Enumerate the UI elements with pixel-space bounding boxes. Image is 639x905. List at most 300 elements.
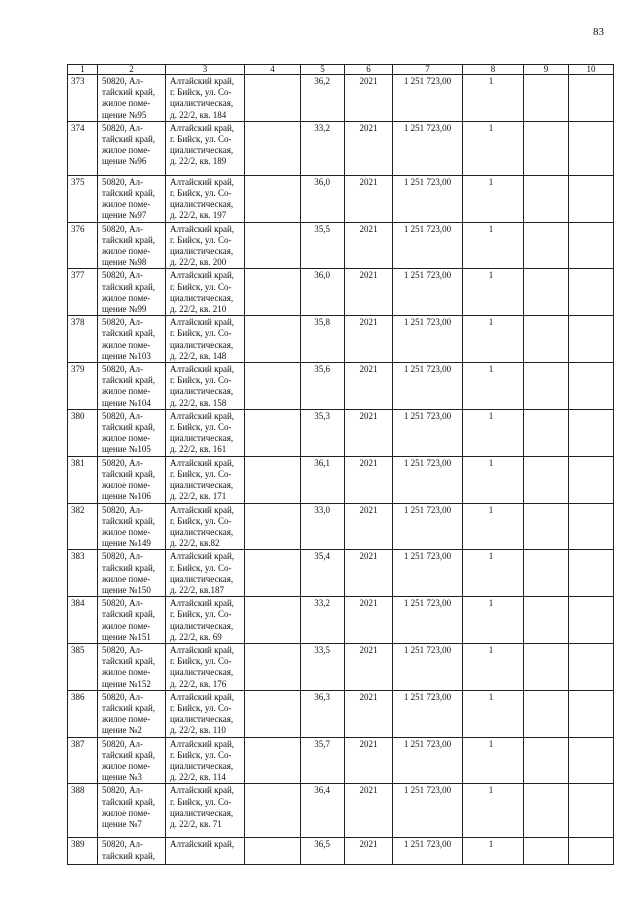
empty-cell-col9 bbox=[524, 643, 569, 690]
object-name-line: 50820, Ал- bbox=[102, 504, 143, 515]
cost-cell: 1 251 723,00 bbox=[393, 643, 463, 690]
object-name-cell bbox=[98, 784, 166, 838]
area-cell: 36,2 bbox=[301, 75, 345, 122]
object-name-line: тайский край, bbox=[102, 281, 156, 292]
area-cell: 35,5 bbox=[301, 222, 345, 269]
object-name-line: щение №97 bbox=[102, 210, 147, 221]
quantity-cell: 1 bbox=[463, 503, 524, 550]
address-line: г. Бийск, ул. Со- bbox=[170, 234, 232, 245]
empty-cell-col9 bbox=[524, 222, 569, 269]
address-line: г. Бийск, ул. Со- bbox=[170, 422, 232, 433]
cost-cell: 1 251 723,00 bbox=[393, 121, 463, 175]
object-name-line: щение №105 bbox=[102, 444, 151, 455]
object-name-line: 50820, Ал- bbox=[102, 176, 143, 187]
row-number-cell: 380 bbox=[68, 409, 98, 456]
address-line: г. Бийск, ул. Со- bbox=[170, 328, 232, 339]
object-name-line: тайский край, bbox=[102, 328, 156, 339]
area-cell: 33,0 bbox=[301, 503, 345, 550]
object-name-line: жилое поме- bbox=[102, 145, 151, 156]
address-line: г. Бийск, ул. Со- bbox=[170, 375, 232, 386]
address-line: д. 22/2, кв. 114 bbox=[170, 772, 226, 783]
table-row bbox=[68, 75, 614, 122]
empty-cell-col4 bbox=[245, 690, 301, 737]
table-row bbox=[68, 269, 614, 316]
address-line: д. 22/2, кв. 176 bbox=[170, 678, 227, 689]
address-line: циалистическая, bbox=[170, 714, 234, 725]
address-line: циалистическая, bbox=[170, 145, 234, 156]
empty-cell-col10 bbox=[569, 363, 614, 410]
empty-cell-col4 bbox=[245, 456, 301, 503]
cost-cell: 1 251 723,00 bbox=[393, 269, 463, 316]
cost-cell: 1 251 723,00 bbox=[393, 737, 463, 784]
object-name-line: 50820, Ал- bbox=[102, 270, 143, 281]
empty-cell-col4 bbox=[245, 222, 301, 269]
header-row bbox=[68, 65, 614, 75]
area-cell: 36,0 bbox=[301, 175, 345, 222]
object-name-line: 50820, Ал- bbox=[102, 223, 143, 234]
address-cell bbox=[166, 75, 245, 122]
table-row bbox=[68, 690, 614, 737]
column-header: 4 bbox=[245, 65, 301, 75]
object-name-cell bbox=[98, 409, 166, 456]
object-name-line: щение №98 bbox=[102, 257, 147, 268]
quantity-cell: 1 bbox=[463, 75, 524, 122]
object-name-line: тайский край, bbox=[102, 375, 156, 386]
address-line: г. Бийск, ул. Со- bbox=[170, 87, 232, 98]
address-line: циалистическая, bbox=[170, 573, 234, 584]
object-name-line: жилое поме- bbox=[102, 714, 151, 725]
table-row bbox=[68, 737, 614, 784]
object-name-cell bbox=[98, 550, 166, 597]
object-name-line: щение №7 bbox=[102, 818, 142, 829]
object-name-line: 50820, Ал- bbox=[102, 410, 143, 421]
empty-cell-col4 bbox=[245, 784, 301, 838]
empty-cell-col4 bbox=[245, 316, 301, 363]
address-line: г. Бийск, ул. Со- bbox=[170, 515, 232, 526]
column-header: 10 bbox=[569, 65, 614, 75]
address-line: циалистическая, bbox=[170, 807, 234, 818]
address-line: г. Бийск, ул. Со- bbox=[170, 609, 232, 620]
object-name-line: жилое поме- bbox=[102, 480, 151, 491]
year-cell: 2021 bbox=[345, 690, 393, 737]
empty-cell-col4 bbox=[245, 643, 301, 690]
cost-cell: 1 251 723,00 bbox=[393, 75, 463, 122]
column-header: 9 bbox=[524, 65, 569, 75]
object-name-line: 50820, Ал- bbox=[102, 785, 143, 796]
address-line: г. Бийск, ул. Со- bbox=[170, 468, 232, 479]
address-line: циалистическая, bbox=[170, 620, 234, 631]
address-line: Алтайский край, bbox=[170, 76, 235, 86]
address-line: д. 22/2, кв. 210 bbox=[170, 304, 227, 315]
address-cell bbox=[166, 784, 245, 838]
address-line: г. Бийск, ул. Со- bbox=[170, 281, 232, 292]
object-name-line: жилое поме- bbox=[102, 199, 151, 210]
table-body bbox=[68, 75, 614, 865]
empty-cell-col9 bbox=[524, 690, 569, 737]
area-cell: 36,1 bbox=[301, 456, 345, 503]
object-name-line: щение №103 bbox=[102, 350, 151, 361]
empty-cell-col4 bbox=[245, 75, 301, 122]
empty-cell-col10 bbox=[569, 838, 614, 865]
area-cell: 35,6 bbox=[301, 363, 345, 410]
address-line: Алтайский край, bbox=[170, 504, 235, 515]
empty-cell-col9 bbox=[524, 456, 569, 503]
address-line: циалистическая, bbox=[170, 98, 234, 109]
object-name-line: 50820, Ал- bbox=[102, 598, 143, 609]
cost-cell: 1 251 723,00 bbox=[393, 690, 463, 737]
empty-cell-col9 bbox=[524, 597, 569, 644]
object-name-line: жилое поме- bbox=[102, 573, 151, 584]
quantity-cell: 1 bbox=[463, 316, 524, 363]
area-cell: 35,7 bbox=[301, 737, 345, 784]
empty-cell-col4 bbox=[245, 363, 301, 410]
cost-cell: 1 251 723,00 bbox=[393, 550, 463, 597]
object-name-line: жилое поме- bbox=[102, 807, 151, 818]
address-line: д. 22/2, кв. 110 bbox=[170, 725, 226, 736]
object-name-line: жилое поме- bbox=[102, 526, 151, 537]
empty-cell-col4 bbox=[245, 550, 301, 597]
object-name-line: тайский край, bbox=[102, 234, 156, 245]
year-cell: 2021 bbox=[345, 75, 393, 122]
cost-cell: 1 251 723,00 bbox=[393, 175, 463, 222]
registry-table bbox=[67, 64, 614, 865]
object-name-cell bbox=[98, 269, 166, 316]
address-cell bbox=[166, 838, 245, 865]
area-cell: 33,2 bbox=[301, 121, 345, 175]
address-line: циалистическая, bbox=[170, 339, 234, 350]
object-name-cell bbox=[98, 175, 166, 222]
address-line: Алтайский край, bbox=[170, 598, 235, 609]
quantity-cell: 1 bbox=[463, 784, 524, 838]
object-name-cell bbox=[98, 597, 166, 644]
area-cell: 36,5 bbox=[301, 838, 345, 865]
object-name-line: жилое поме- bbox=[102, 292, 151, 303]
address-line: д. 22/2, кв. 200 bbox=[170, 257, 227, 268]
address-line: Алтайский край, bbox=[170, 176, 235, 187]
quantity-cell: 1 bbox=[463, 838, 524, 865]
object-name-line: тайский край, bbox=[102, 850, 156, 861]
table-row bbox=[68, 409, 614, 456]
empty-cell-col10 bbox=[569, 550, 614, 597]
year-cell: 2021 bbox=[345, 269, 393, 316]
table-row bbox=[68, 838, 614, 865]
column-header: 1 bbox=[68, 65, 98, 75]
cost-cell: 1 251 723,00 bbox=[393, 316, 463, 363]
address-line: Алтайский край, bbox=[170, 122, 235, 133]
address-line: Алтайский край, bbox=[170, 270, 235, 281]
empty-cell-col4 bbox=[245, 409, 301, 456]
quantity-cell: 1 bbox=[463, 643, 524, 690]
column-header: 2 bbox=[98, 65, 166, 75]
empty-cell-col10 bbox=[569, 316, 614, 363]
column-header: 3 bbox=[166, 65, 245, 75]
cost-cell: 1 251 723,00 bbox=[393, 222, 463, 269]
address-cell bbox=[166, 550, 245, 597]
year-cell: 2021 bbox=[345, 643, 393, 690]
address-line: д. 22/2, кв. 158 bbox=[170, 397, 227, 408]
object-name-line: жилое поме- bbox=[102, 246, 151, 257]
object-name-cell bbox=[98, 690, 166, 737]
address-line: д. 22/2, кв. 161 bbox=[170, 444, 227, 455]
address-cell bbox=[166, 503, 245, 550]
object-name-line: щение №150 bbox=[102, 584, 151, 595]
table-row bbox=[68, 222, 614, 269]
year-cell: 2021 bbox=[345, 409, 393, 456]
address-line: Алтайский край, bbox=[170, 738, 235, 749]
area-cell: 35,3 bbox=[301, 409, 345, 456]
row-number-cell: 387 bbox=[68, 737, 98, 784]
object-name-cell bbox=[98, 503, 166, 550]
address-cell bbox=[166, 222, 245, 269]
year-cell: 2021 bbox=[345, 784, 393, 838]
quantity-cell: 1 bbox=[463, 409, 524, 456]
row-number-cell: 374 bbox=[68, 121, 98, 175]
empty-cell-col10 bbox=[569, 643, 614, 690]
object-name-line: тайский край, bbox=[102, 702, 156, 713]
address-cell bbox=[166, 409, 245, 456]
row-number-cell: 382 bbox=[68, 503, 98, 550]
object-name-line: щение №2 bbox=[102, 725, 142, 736]
empty-cell-col10 bbox=[569, 737, 614, 784]
area-cell: 36,4 bbox=[301, 784, 345, 838]
address-line: Алтайский край, bbox=[170, 839, 235, 850]
year-cell: 2021 bbox=[345, 222, 393, 269]
object-name-line: щение №96 bbox=[102, 156, 147, 167]
row-number-cell: 385 bbox=[68, 643, 98, 690]
object-name-line: тайский край, bbox=[102, 609, 156, 620]
object-name-line: жилое поме- bbox=[102, 620, 151, 631]
object-name-line: щение №149 bbox=[102, 538, 151, 549]
object-name-line: щение №95 bbox=[102, 109, 147, 120]
year-cell: 2021 bbox=[345, 316, 393, 363]
empty-cell-col10 bbox=[569, 690, 614, 737]
object-name-line: жилое поме- bbox=[102, 339, 151, 350]
object-name-line: тайский край, bbox=[102, 562, 156, 573]
row-number-cell: 376 bbox=[68, 222, 98, 269]
address-line: циалистическая, bbox=[170, 433, 234, 444]
object-name-line: тайский край, bbox=[102, 188, 156, 199]
address-line: д. 22/2, кв. 71 bbox=[170, 818, 222, 829]
column-header: 5 bbox=[301, 65, 345, 75]
row-number-cell: 375 bbox=[68, 175, 98, 222]
address-line: г. Бийск, ул. Со- bbox=[170, 749, 232, 760]
address-line: Алтайский край, bbox=[170, 691, 235, 702]
address-line: Алтайский край, bbox=[170, 457, 235, 468]
year-cell: 2021 bbox=[345, 597, 393, 644]
year-cell: 2021 bbox=[345, 363, 393, 410]
object-name-cell bbox=[98, 737, 166, 784]
quantity-cell: 1 bbox=[463, 550, 524, 597]
area-cell: 33,5 bbox=[301, 643, 345, 690]
object-name-line: 50820, Ал- bbox=[102, 644, 143, 655]
empty-cell-col9 bbox=[524, 737, 569, 784]
address-cell bbox=[166, 690, 245, 737]
object-name-line: 50820, Ал- bbox=[102, 457, 143, 468]
year-cell: 2021 bbox=[345, 121, 393, 175]
empty-cell-col4 bbox=[245, 269, 301, 316]
year-cell: 2021 bbox=[345, 737, 393, 784]
table-row bbox=[68, 784, 614, 838]
table-row bbox=[68, 316, 614, 363]
address-line: д. 22/2, кв. 189 bbox=[170, 156, 227, 167]
address-cell bbox=[166, 316, 245, 363]
address-line: Алтайский край, bbox=[170, 223, 235, 234]
object-name-line: тайский край, bbox=[102, 796, 156, 807]
table-row bbox=[68, 363, 614, 410]
year-cell: 2021 bbox=[345, 175, 393, 222]
area-cell: 35,4 bbox=[301, 550, 345, 597]
object-name-line: 50820, Ал- bbox=[102, 691, 143, 702]
empty-cell-col10 bbox=[569, 175, 614, 222]
year-cell: 2021 bbox=[345, 550, 393, 597]
address-line: циалистическая, bbox=[170, 246, 234, 257]
quantity-cell: 1 bbox=[463, 269, 524, 316]
address-line: д. 22/2, кв.187 bbox=[170, 584, 224, 595]
empty-cell-col4 bbox=[245, 503, 301, 550]
object-name-line: 50820, Ал- bbox=[102, 839, 143, 850]
object-name-cell bbox=[98, 121, 166, 175]
column-header: 8 bbox=[463, 65, 524, 75]
empty-cell-col9 bbox=[524, 550, 569, 597]
object-name-line: тайский край, bbox=[102, 468, 156, 479]
row-number-cell: 384 bbox=[68, 597, 98, 644]
empty-cell-col10 bbox=[569, 784, 614, 838]
year-cell: 2021 bbox=[345, 838, 393, 865]
address-line: г. Бийск, ул. Со- bbox=[170, 562, 232, 573]
object-name-line: щение №152 bbox=[102, 678, 151, 689]
object-name-line: 50820, Ал- bbox=[102, 122, 143, 133]
address-line: д. 22/2, кв. 69 bbox=[170, 631, 222, 642]
empty-cell-col9 bbox=[524, 363, 569, 410]
object-name-line: 50820, Ал- bbox=[102, 317, 143, 328]
object-name-line: щение №106 bbox=[102, 491, 151, 502]
address-line: Алтайский край, bbox=[170, 785, 235, 796]
address-line: д. 22/2, кв. 171 bbox=[170, 491, 227, 502]
cost-cell: 1 251 723,00 bbox=[393, 409, 463, 456]
cost-cell: 1 251 723,00 bbox=[393, 597, 463, 644]
empty-cell-col10 bbox=[569, 503, 614, 550]
empty-cell-col9 bbox=[524, 838, 569, 865]
empty-cell-col9 bbox=[524, 269, 569, 316]
object-name-line: тайский край, bbox=[102, 749, 156, 760]
quantity-cell: 1 bbox=[463, 597, 524, 644]
address-cell bbox=[166, 643, 245, 690]
empty-cell-col4 bbox=[245, 838, 301, 865]
object-name-line: щение №151 bbox=[102, 631, 151, 642]
address-line: Алтайский край, bbox=[170, 364, 235, 375]
empty-cell-col4 bbox=[245, 737, 301, 784]
object-name-cell bbox=[98, 838, 166, 865]
object-name-line: жилое поме- bbox=[102, 667, 151, 678]
area-cell: 36,0 bbox=[301, 269, 345, 316]
cost-cell: 1 251 723,00 bbox=[393, 503, 463, 550]
empty-cell-col9 bbox=[524, 175, 569, 222]
column-header: 6 bbox=[345, 65, 393, 75]
row-number-cell: 377 bbox=[68, 269, 98, 316]
empty-cell-col4 bbox=[245, 121, 301, 175]
object-name-cell bbox=[98, 363, 166, 410]
address-line: д. 22/2, кв. 197 bbox=[170, 210, 227, 221]
address-line: г. Бийск, ул. Со- bbox=[170, 134, 232, 145]
address-line: д. 22/2, кв. 148 bbox=[170, 350, 227, 361]
address-line: д. 22/2, кв.82 bbox=[170, 538, 220, 549]
year-cell: 2021 bbox=[345, 503, 393, 550]
address-line: циалистическая, bbox=[170, 386, 234, 397]
object-name-cell bbox=[98, 456, 166, 503]
page-number: 83 bbox=[593, 26, 604, 38]
empty-cell-col9 bbox=[524, 316, 569, 363]
row-number-cell: 388 bbox=[68, 784, 98, 838]
column-header: 7 bbox=[393, 65, 463, 75]
address-line: циалистическая, bbox=[170, 199, 234, 210]
address-cell bbox=[166, 175, 245, 222]
empty-cell-col10 bbox=[569, 597, 614, 644]
empty-cell-col9 bbox=[524, 75, 569, 122]
row-number-cell: 383 bbox=[68, 550, 98, 597]
address-line: циалистическая, bbox=[170, 480, 234, 491]
cost-cell: 1 251 723,00 bbox=[393, 784, 463, 838]
object-name-line: щение №104 bbox=[102, 397, 151, 408]
empty-cell-col9 bbox=[524, 784, 569, 838]
address-line: циалистическая, bbox=[170, 526, 234, 537]
area-cell: 36,3 bbox=[301, 690, 345, 737]
empty-cell-col10 bbox=[569, 121, 614, 175]
empty-cell-col4 bbox=[245, 597, 301, 644]
row-number-cell: 389 bbox=[68, 838, 98, 865]
address-line: циалистическая, bbox=[170, 292, 234, 303]
quantity-cell: 1 bbox=[463, 690, 524, 737]
object-name-line: 50820, Ал- bbox=[102, 551, 143, 562]
address-cell bbox=[166, 269, 245, 316]
object-name-line: 50820, Ал- bbox=[102, 364, 143, 375]
table-row bbox=[68, 550, 614, 597]
quantity-cell: 1 bbox=[463, 456, 524, 503]
row-number-cell: 379 bbox=[68, 363, 98, 410]
address-line: г. Бийск, ул. Со- bbox=[170, 796, 232, 807]
row-number-cell: 373 bbox=[68, 75, 98, 122]
address-line: Алтайский край, bbox=[170, 317, 235, 328]
object-name-cell bbox=[98, 222, 166, 269]
empty-cell-col10 bbox=[569, 75, 614, 122]
quantity-cell: 1 bbox=[463, 175, 524, 222]
object-name-line: жилое поме- bbox=[102, 760, 151, 771]
address-line: циалистическая, bbox=[170, 760, 234, 771]
object-name-line: щение №3 bbox=[102, 772, 142, 783]
table-row bbox=[68, 643, 614, 690]
object-name-line: 50820, Ал- bbox=[102, 76, 143, 86]
year-cell: 2021 bbox=[345, 456, 393, 503]
table-row bbox=[68, 121, 614, 175]
address-line: циалистическая, bbox=[170, 667, 234, 678]
empty-cell-col9 bbox=[524, 503, 569, 550]
empty-cell-col9 bbox=[524, 121, 569, 175]
address-line: г. Бийск, ул. Со- bbox=[170, 188, 232, 199]
empty-cell-col10 bbox=[569, 269, 614, 316]
address-cell bbox=[166, 363, 245, 410]
object-name-line: жилое поме- bbox=[102, 433, 151, 444]
cost-cell: 1 251 723,00 bbox=[393, 456, 463, 503]
empty-cell-col4 bbox=[245, 175, 301, 222]
address-cell bbox=[166, 456, 245, 503]
object-name-line: щение №99 bbox=[102, 304, 147, 315]
address-line: Алтайский край, bbox=[170, 410, 235, 421]
address-line: Алтайский край, bbox=[170, 551, 235, 562]
cost-cell: 1 251 723,00 bbox=[393, 363, 463, 410]
quantity-cell: 1 bbox=[463, 737, 524, 784]
address-line: г. Бийск, ул. Со- bbox=[170, 702, 232, 713]
object-name-line: тайский край, bbox=[102, 515, 156, 526]
object-name-cell bbox=[98, 316, 166, 363]
